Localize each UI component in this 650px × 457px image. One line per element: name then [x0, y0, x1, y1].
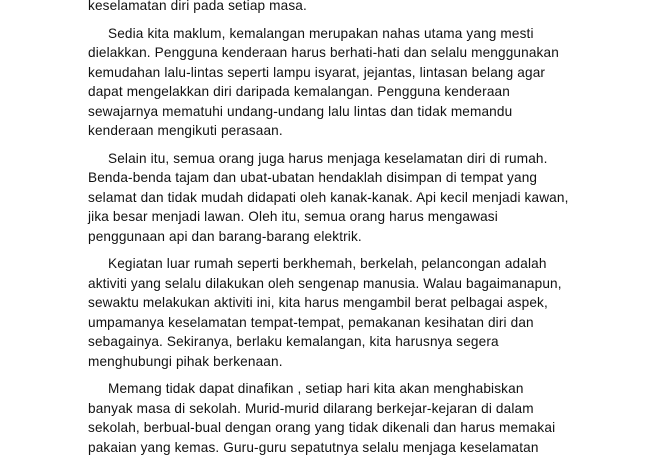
paragraph-line: selamat dan tidak mudah didapati oleh kanak-kanak. Api kecil menjadi kawan, — [88, 188, 569, 208]
paragraph-line: keselamatan diri pada setiap masa. — [88, 0, 307, 16]
paragraph-line: aktiviti yang selalu dilakukan oleh sengenap manusia. Walau bagaimanapun, — [88, 274, 562, 294]
paragraph-line: dapat mengelakkan diri daripada kemalangan. Pengguna kenderaan — [88, 82, 510, 102]
paragraph-line: sewajarnya mematuhi undang-undang lalu lintas dan tidak memandu — [88, 102, 512, 122]
paragraph-line: sekolah, berbual-bual dengan orang yang tidak dikenali dan harus memakai — [88, 418, 555, 438]
paragraph-line: Benda-benda tajam dan ubat-ubatan hendaklah disimpan di tempat yang — [88, 168, 537, 188]
paragraph-line: Memang tidak dapat dinafikan , setiap hari kita akan menghabiskan — [108, 379, 524, 399]
paragraph-line: menghubungi pihak berkenaan. — [88, 352, 283, 372]
paragraph-line: dielakkan. Pengguna kenderaan harus berhati-hati dan selalu menggunakan — [88, 43, 559, 63]
paragraph-line: sebagainya. Sekiranya, berlaku kemalangan, kita harusnya segera — [88, 332, 499, 352]
paragraph-line: Sedia kita maklum, kemalangan merupakan nahas utama yang mesti — [108, 24, 534, 44]
paragraph-line: kemudahan lalu-lintas seperti lampu isyarat, jejantas, lintasan belang agar — [88, 63, 545, 83]
paragraph-line: umpamanya keselamatan tempat-tempat, pemakanan kesihatan diri dan — [88, 313, 534, 333]
paragraph-line: kenderaan mengikuti perasaan. — [88, 121, 283, 141]
paragraph-line: Kegiatan luar rumah seperti berkhemah, berkelah, pelancongan adalah — [108, 254, 547, 274]
paragraph-line: banyak masa di sekolah. Murid-murid dilarang berkejar-kejaran di dalam — [88, 399, 534, 419]
paragraph-line: sewaktu melakukan aktiviti ini, kita harus mengambil berat pelbagai aspek, — [88, 293, 548, 313]
paragraph-line: jika besar menjadi lawan. Oleh itu, semua orang harus mengawasi — [88, 207, 498, 227]
paragraph-line: pakaian yang kemas. Guru-guru sepatutnya selalu menjaga keselamatan — [88, 438, 539, 457]
paragraph-line: Selain itu, semua orang juga harus menjaga keselamatan diri di rumah. — [108, 149, 548, 169]
paragraph-line: penggunaan api dan barang-barang elektrik. — [88, 227, 362, 247]
